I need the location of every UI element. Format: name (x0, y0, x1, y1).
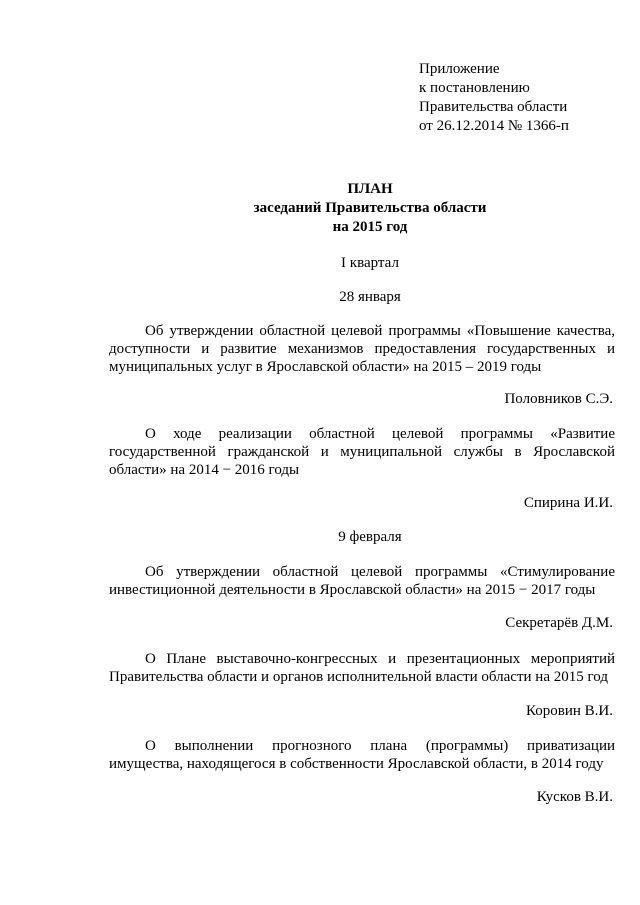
title-line: на 2015 год (332, 219, 408, 235)
agenda-item-line: Об утверждении областной целевой программы «Стимулирование (145, 564, 615, 580)
document-title (0, 180, 640, 237)
responsible-person: Кусков В.И. (536, 789, 613, 805)
appendix-line: к постановлению (419, 80, 530, 96)
agenda-item-line: О ходе реализации областной целевой программы «Развитие (145, 426, 615, 442)
appendix-block (419, 60, 569, 136)
agenda-item-line: О Плане выставочно-конгрессных и презентационных мероприятий (145, 651, 615, 667)
appendix-line: от 26.12.2014 № 1366-п (419, 118, 569, 134)
responsible-person: Коровин В.И. (526, 703, 613, 719)
date-heading: 28 января (339, 289, 401, 305)
agenda-item-line: имущества, находящегося в собственности Ярославской области, в 2014 году (109, 756, 604, 772)
agenda-item (109, 650, 615, 686)
agenda-item-line: О выполнении прогнозного плана (программы) приватизации (145, 738, 615, 754)
agenda-item (109, 425, 615, 479)
agenda-item (109, 563, 615, 599)
agenda-item-line: муниципальных услуг в Ярославской области» на 2015 – 2019 годы (109, 359, 542, 375)
agenda-item-line: области» на 2014 − 2016 годы (109, 462, 300, 478)
quarter-heading: I квартал (341, 255, 399, 271)
responsible-person: Спирина И.И. (523, 495, 613, 511)
responsible-person: Секретарёв Д.М. (505, 615, 613, 631)
agenda-item-line: государственной гражданской и муниципальной службы в Ярославской (109, 444, 615, 460)
date-heading: 9 февраля (338, 529, 402, 545)
agenda-item-line: доступности и развитие механизмов предоставления государственных и (109, 341, 615, 357)
agenda-item-line: Правительства области и органов исполнительной власти области на 2015 год (109, 669, 608, 685)
responsible-person: Половников С.Э. (504, 391, 613, 407)
agenda-item-line: инвестиционной деятельности в Ярославской области» на 2015 − 2017 годы (109, 582, 596, 598)
agenda-item (109, 737, 615, 773)
appendix-line: Приложение (419, 61, 500, 77)
appendix-line: Правительства области (419, 99, 568, 115)
title-line: заседаний Правительства области (253, 200, 487, 216)
agenda-item (109, 322, 615, 376)
agenda-item-line: Об утверждении областной целевой программы «Повышение качества, (145, 323, 615, 339)
title-line: ПЛАН (347, 181, 393, 197)
